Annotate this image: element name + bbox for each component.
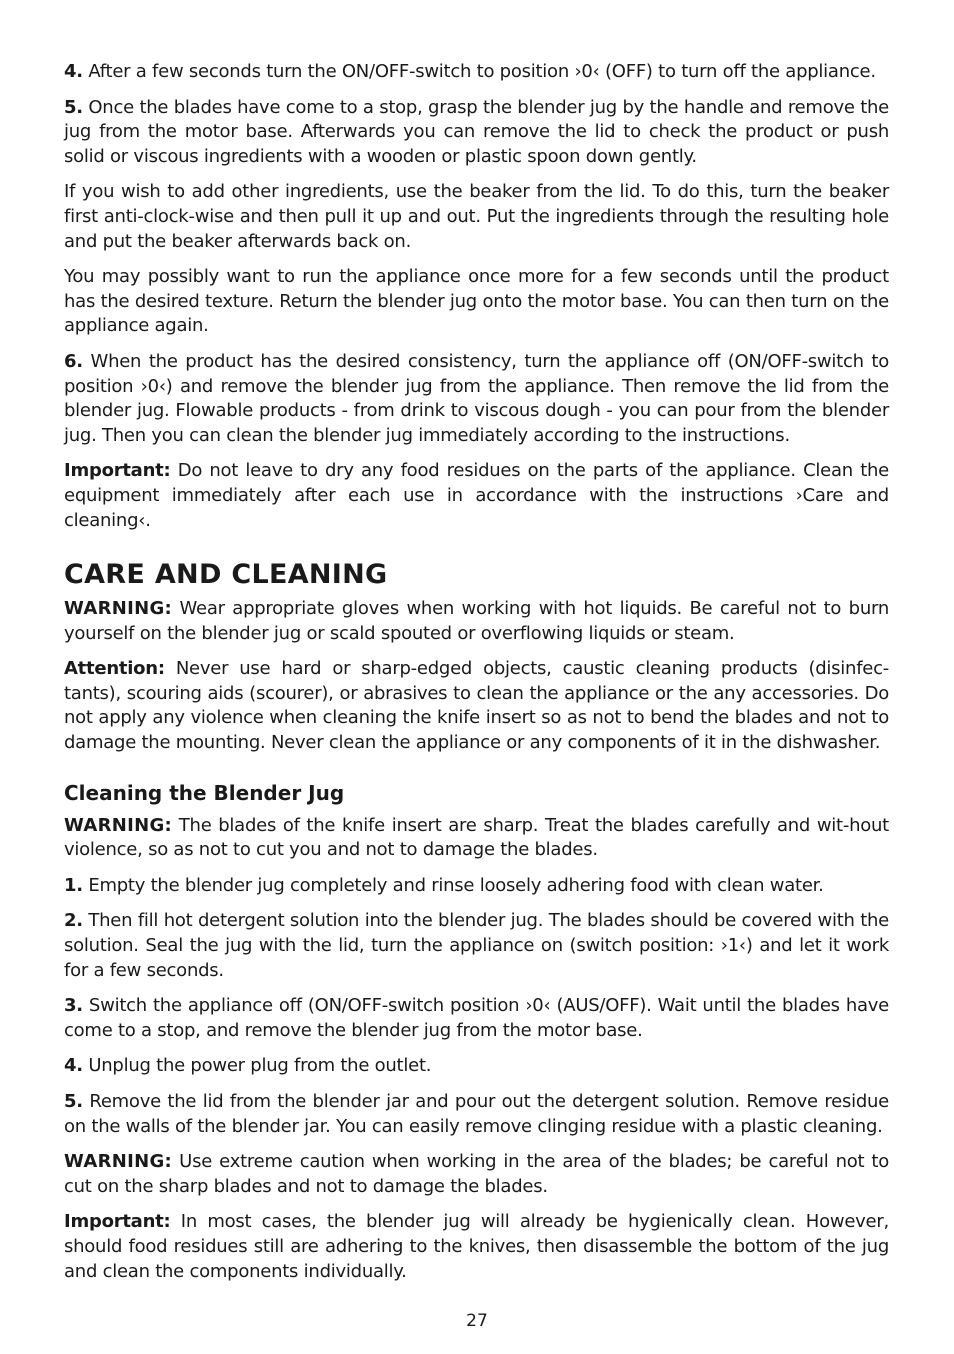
warning-label: WARNING: [64, 814, 173, 836]
important-label: Important: [64, 460, 171, 482]
step-number: 5. [64, 96, 83, 118]
page-number: 27 [466, 1311, 488, 1331]
warning-label: WARNING: [64, 1151, 173, 1173]
care-attention [64, 657, 889, 755]
add-ingredients-paragraph: If you wish to add other ingredients, use the beaker from the lid. To do this, turn the beaker first anti-clock-wise and then pull it up and out. Put the ingredients through the resulting hole and put the beaker afterwards back on. [64, 181, 889, 252]
step-5-paragraph [64, 96, 889, 170]
step-6-paragraph [64, 350, 889, 448]
step-text: Switch the appliance off (ON/OFF-switch position ›0‹ (AUS/OFF). Wait until the blades have come to a stop, and remove the blender jug from the motor base. [64, 995, 889, 1041]
step-number: 4. [64, 61, 83, 82]
cleaning-step-5 [64, 1090, 889, 1139]
step-number: 6. [64, 350, 83, 372]
step-text: Remove the lid from the blender jar and pour out the detergent solution. Remove residue on the walls of the blender jar. You can easily remove clinging residue with a plastic cleaning. [64, 1091, 889, 1137]
step-number: 3. [64, 995, 83, 1017]
step-number: 1. [64, 874, 83, 896]
cleaning-step-4 [64, 1054, 889, 1079]
cleaning-step-3 [64, 994, 889, 1043]
manual-page [64, 60, 889, 1295]
cleaning-jug-heading: Cleaning the Blender Jug [64, 780, 345, 805]
step-text: When the product has the desired consistency, turn the appliance off (ON/OFF-switch to position ›0‹) and remove the blender jug from the appliance. Then remove the lid from the blender jug. Flowable products - from drink to viscous dough - you can pour from the blender jug. Then you can clean the blender jug immediately according to the instructions. [64, 350, 889, 446]
step-text: Empty the blender jug completely and rinse loosely adhering food with clean water. [82, 874, 824, 896]
cleaning-step-1 [64, 874, 889, 899]
attention-text: Never use hard or sharp-edged objects, caustic cleaning products (disinfec-tants), scouring aids (scourer), or abrasives to clean the appliance or the any accessories. Do not apply any violence when cleaning the knife insert so as not to bend the blades and not to damage the mounting. Never clean the appliance or any components of it in the dishwasher. [64, 658, 889, 754]
step-text: Then fill hot detergent solution into the blender jug. The blades should be covered with the solution. Seal the jug with the lid, turn the appliance on (switch position: ›1‹) and let it work for a few seconds. [64, 910, 889, 981]
warning-text: The blades of the knife insert are sharp. Treat the blades carefully and wit-hout violence, so as not to cut you and not to damage the blades. [64, 814, 889, 861]
step-4-paragraph [64, 60, 889, 85]
step-text: After a few seconds turn the ON/OFF-switch to position ›0‹ (OFF) to turn off the appliance. [82, 61, 876, 82]
step-number: 2. [64, 910, 83, 932]
important-label: Important: [64, 1211, 171, 1233]
important-text: In most cases, the blender jug will already be hygienically clean. However, should food residues still are adhering to the knives, then disassemble the bottom of the jug and clean the components individually. [64, 1211, 889, 1282]
run-again-paragraph: You may possibly want to run the appliance once more for a few seconds until the product has the desired texture. Return the blender jug onto the motor base. You can then turn on the appliance again. [64, 266, 889, 337]
attention-label: Attention: [64, 658, 165, 680]
important-text: Do not leave to dry any food residues on the parts of the appliance. Clean the equipment immediately after each use in accordance with the instructions ›Care and cleaning‹. [64, 460, 889, 531]
step-number: 4. [64, 1055, 83, 1077]
step-number: 5. [64, 1091, 83, 1112]
step-text: Unplug the power plug from the outlet. [82, 1055, 432, 1077]
warning-text: Use extreme caution when working in the area of the blades; be careful not to cut on the sharp blades and not to damage the blades. [64, 1151, 889, 1197]
warning-label: WARNING: [64, 598, 173, 620]
cleaning-step-2 [64, 909, 889, 983]
jug-warning-1 [64, 814, 889, 863]
jug-important-note [64, 1210, 889, 1284]
important-note [64, 459, 889, 533]
care-cleaning-heading: CARE AND CLEANING [64, 559, 388, 591]
warning-text: Wear appropriate gloves when working with hot liquids. Be careful not to burn yourself on the blender jug or scald spouted or overflowing liquids or steam. [64, 598, 889, 644]
care-warning [64, 597, 889, 646]
jug-warning-2 [64, 1150, 889, 1199]
step-text: Once the blades have come to a stop, grasp the blender jug by the handle and remove the jug from the motor base. Afterwards you can remove the lid to check the product or push solid or viscous ingredients with a wooden or plastic spoon down gently. [64, 96, 889, 167]
